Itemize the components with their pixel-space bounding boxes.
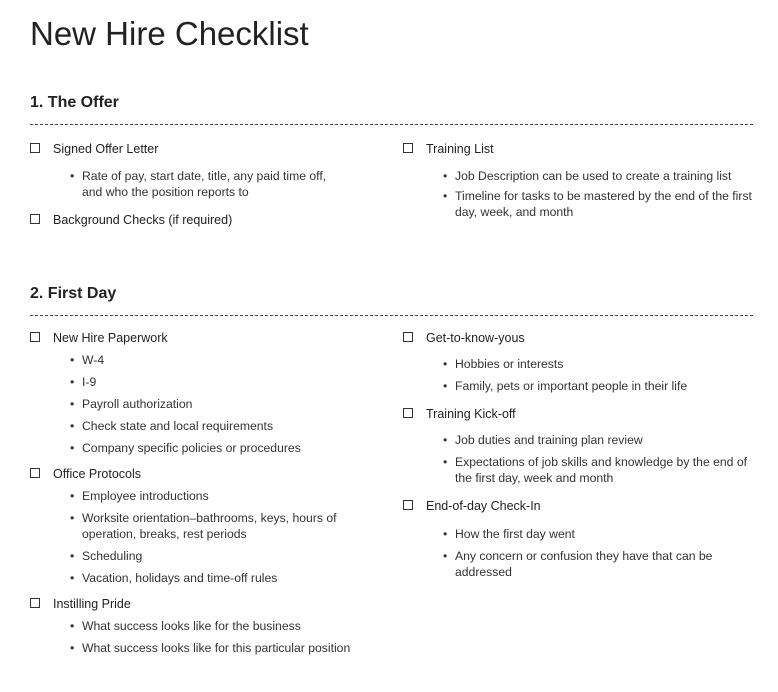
list-item: • Check state and local requirements [70,419,274,433]
bullet-list [403,526,728,580]
list-item: • Rate of pay, start date, title, any paid time off, and who the position reports to [70,169,327,199]
list-item: • What success looks like for this particular position [70,641,351,655]
list-item: • Job duties and training plan review [443,433,643,447]
bullet-list [403,168,758,220]
first-day-right-column [403,330,763,580]
bullet-list [403,356,758,394]
checklist-item-end-of-day-check-in[interactable] [403,498,763,514]
list-item: • Payroll authorization [70,397,193,411]
bullet-list [403,432,758,486]
section-heading-offer: 1. The Offer [30,94,119,111]
section-heading-first-day: 2. First Day [30,285,117,302]
list-item: • I-9 [70,375,97,389]
checklist-item-label: End-of-day Check-In [426,499,541,513]
checklist-item-training-kick-off[interactable] [403,406,763,422]
offer-right-column [403,141,758,220]
list-item: • Timeline for tasks to be mastered by the end of the first day, week, and month [443,189,752,219]
bullet-list [30,168,340,200]
checklist-item-label: Get-to-know-yous [426,331,525,345]
checklist-item-training-list[interactable] [403,141,758,157]
first-day-left-column [30,330,390,656]
checklist-item-get-to-know-yous[interactable] [403,330,763,346]
checkbox[interactable] [403,500,413,510]
page-title: New Hire Checklist [30,15,309,52]
checkbox[interactable] [30,214,40,224]
checklist-item-label: Instilling Pride [53,597,131,611]
list-item: • Worksite orientation–bathrooms, keys, hours of operation, breaks, rest periods [70,511,337,541]
checkbox[interactable] [30,468,40,478]
checklist-item-instilling-pride[interactable] [30,596,390,612]
list-item: • Employee introductions [70,489,209,503]
checklist-item-label: Background Checks (if required) [53,213,233,227]
checklist-item-office-protocols[interactable] [30,466,390,482]
bullet-list [30,618,390,656]
list-item: • What success looks like for the business [70,619,301,633]
section-divider [30,315,753,316]
checkbox[interactable] [403,143,413,153]
section-divider [30,124,753,125]
checkbox[interactable] [30,598,40,608]
checkbox[interactable] [403,332,413,342]
checklist-item-new-hire-paperwork[interactable] [30,330,390,346]
checkbox[interactable] [403,408,413,418]
list-item: • Scheduling [70,549,143,563]
list-item: • Expectations of job skills and knowledge by the end of the first day, week and month [443,455,748,485]
checkbox[interactable] [30,332,40,342]
checklist-item-label: Office Protocols [53,467,142,481]
list-item: • Hobbies or interests [443,357,564,371]
bullet-list [30,488,345,586]
checklist-item-label: Signed Offer Letter [53,142,159,156]
list-item: • How the first day went [443,527,575,541]
checkbox[interactable] [30,143,40,153]
checklist-item-label: New Hire Paperwork [53,331,168,345]
offer-left-column [30,141,360,228]
list-item: • Family, pets or important people in their life [443,379,688,393]
list-item: • Job Description can be used to create a training list [443,169,732,183]
list-item: • Company specific policies or procedures [70,441,301,455]
checklist-item-signed-offer-letter[interactable] [30,141,360,157]
checklist-item-label: Training Kick-off [426,407,516,421]
list-item: • W-4 [70,353,105,367]
checklist-item-background-checks[interactable] [30,212,360,228]
list-item: • Vacation, holidays and time-off rules [70,571,278,585]
bullet-list [30,352,370,456]
checklist-item-label: Training List [426,142,494,156]
list-item: • Any concern or confusion they have that can be addressed [443,549,713,579]
